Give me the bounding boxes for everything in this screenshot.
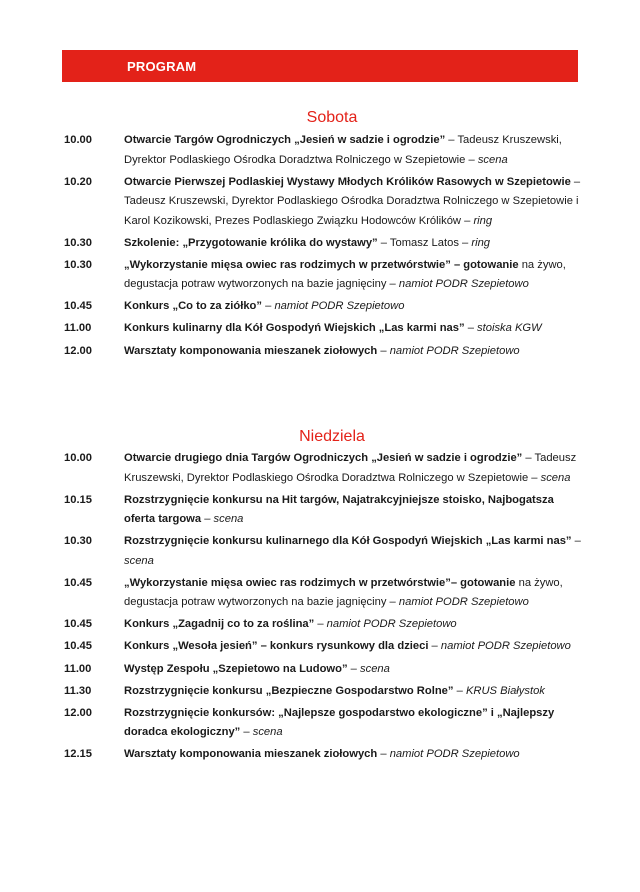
- event-details: –: [262, 300, 275, 313]
- event-details: –: [428, 640, 441, 653]
- schedule-item: [0, 682, 640, 702]
- event-location: scena: [540, 471, 571, 484]
- event-location: scena: [252, 726, 283, 739]
- event-time: 10.00: [64, 452, 92, 464]
- schedule-item: [0, 256, 640, 295]
- event-details: – Tomasz Latos –: [377, 236, 472, 249]
- schedule-item: [0, 574, 640, 613]
- event-title: Konkurs „Wesoła jesień” – konkurs rysunkowy dla dzieci: [124, 640, 429, 653]
- event-description: [124, 256, 582, 295]
- event-time: 10.20: [64, 175, 92, 188]
- event-location: ring: [471, 236, 491, 249]
- event-description: [124, 745, 582, 765]
- event-time: 10.45: [64, 618, 92, 631]
- event-details: –: [314, 618, 327, 631]
- event-time: 10.45: [64, 300, 92, 313]
- event-title: Rozstrzygnięcie konkursu na Hit targów, Najatrakcyjniejsze stoisko, Najbogatsza oferta targowa: [124, 493, 554, 526]
- schedule-item: [0, 131, 640, 170]
- event-time: 10.30: [64, 236, 92, 249]
- event-time: 12.15: [64, 748, 92, 761]
- event-time: 12.00: [64, 706, 92, 719]
- schedule-item: [0, 745, 640, 765]
- event-description: [124, 682, 582, 702]
- day-heading-sobota: Sobota: [306, 109, 358, 126]
- event-location: namiot PODR Szepietowo: [274, 300, 405, 313]
- event-location: namiot PODR Szepietowo: [389, 748, 520, 761]
- schedule-list-sobota: [0, 131, 640, 364]
- schedule-item: [0, 234, 640, 254]
- event-location: ring: [473, 214, 493, 227]
- event-details: –: [377, 344, 390, 357]
- schedule-item: [0, 660, 640, 680]
- event-details: –: [464, 322, 478, 335]
- schedule-item: [0, 297, 640, 317]
- program-title: PROGRAM: [127, 59, 197, 74]
- event-description: [124, 532, 582, 571]
- schedule-item: [0, 615, 640, 635]
- event-location: scena: [213, 513, 244, 526]
- day-heading-niedziela: Niedziela: [299, 428, 365, 445]
- event-location: stoiska KGW: [477, 322, 542, 335]
- schedule-item: [0, 319, 640, 339]
- event-description: [124, 131, 582, 170]
- event-title: „Wykorzystanie mięsa owiec ras rodzimych w przetwórstwie” – gotowanie: [124, 258, 519, 271]
- event-time: 10.45: [64, 576, 92, 589]
- schedule-item: [0, 532, 640, 571]
- event-location: KRUS Białystok: [465, 684, 545, 697]
- schedule-item: [0, 449, 640, 488]
- event-description: [124, 319, 582, 339]
- event-details: –: [571, 535, 581, 548]
- event-description: [124, 574, 582, 613]
- event-location: scena: [124, 554, 154, 567]
- event-title: Warsztaty komponowania mieszanek ziołowych: [124, 748, 378, 761]
- schedule-item: [0, 637, 640, 657]
- event-title: Konkurs „Co to za ziółko”: [124, 300, 262, 313]
- event-details: – Tadeusz Kruszewski, Dyrektor Podlaskiego Ośrodka Doradztwa Rolniczego w Szepietowie –: [124, 452, 577, 484]
- event-location: scena: [360, 662, 390, 675]
- event-time: 10.30: [64, 535, 92, 548]
- schedule-item: [0, 491, 640, 530]
- event-title: Rozstrzygnięcie konkursu kulinarnego dla Kół Gospodyń Wiejskich „Las karmi nas”: [124, 535, 572, 548]
- event-details: na żywo, degustacja potraw wytworzonych na bazie jagnięciny –: [124, 258, 566, 291]
- schedule-item: [0, 704, 640, 743]
- schedule-item: [0, 342, 640, 362]
- event-title: „Wykorzystanie mięsa owiec ras rodzimych w przetwórstwie”– gotowanie: [124, 576, 516, 589]
- schedule-list-niedziela: [0, 449, 640, 767]
- event-description: [124, 637, 582, 657]
- event-time: 11.00: [64, 662, 92, 675]
- event-location: namiot PODR Szepietowo: [440, 640, 571, 653]
- event-description: [124, 491, 582, 530]
- event-description: [124, 704, 582, 743]
- event-title: Szkolenie: „Przygotowanie królika do wystawy”: [124, 236, 378, 249]
- event-location: namiot PODR Szepietowo: [389, 344, 520, 357]
- event-description: [124, 660, 582, 680]
- event-details: –: [453, 684, 466, 697]
- event-details: –: [347, 662, 361, 675]
- event-description: [124, 615, 582, 635]
- event-description: [124, 234, 582, 254]
- event-details: –: [240, 726, 253, 739]
- event-location: scena: [477, 153, 508, 166]
- event-time: 10.30: [64, 258, 92, 271]
- event-title: Warsztaty komponowania mieszanek ziołowych: [124, 344, 378, 357]
- event-time: 11.00: [64, 322, 92, 335]
- event-details: – Tadeusz Kruszewski, Dyrektor Podlaskiego Ośrodka Doradztwa Rolniczego w Szepietowie i Karol Kozikowski, Prezes Podlaskiego Związku Hodowców Królików –: [124, 175, 581, 227]
- event-details: –: [201, 513, 214, 526]
- event-time: 12.00: [64, 344, 92, 357]
- event-title: Konkurs kulinarny dla Kół Gospodyń Wiejskich „Las karmi nas”: [124, 322, 465, 335]
- event-title: Otwarcie drugiego dnia Targów Ogrodniczych „Jesień w sadzie i ogrodzie”: [124, 452, 523, 464]
- event-title: Otwarcie Targów Ogrodniczych „Jesień w sadzie i ogrodzie”: [124, 134, 446, 146]
- event-location: namiot PODR Szepietowo: [326, 618, 457, 631]
- event-title: Konkurs „Zagadnij co to za roślina”: [124, 618, 315, 631]
- event-time: 10.00: [64, 134, 92, 146]
- event-location: namiot PODR Szepietowo: [398, 278, 529, 291]
- program-header-banner: [62, 50, 578, 82]
- event-time: 10.15: [64, 493, 92, 506]
- event-details: na żywo, degustacja potraw wytworzonych na bazie jagnięciny –: [124, 576, 563, 609]
- event-title: Otwarcie Pierwszej Podlaskiej Wystawy Młodych Królików Rasowych w Szepietowie: [124, 175, 571, 188]
- event-title: Występ Zespołu „Szepietowo na Ludowo”: [124, 662, 348, 675]
- event-description: [124, 173, 582, 232]
- event-details: –: [377, 748, 390, 761]
- event-time: 11.30: [64, 684, 92, 697]
- event-time: 10.45: [64, 640, 92, 653]
- event-title: Rozstrzygnięcie konkursów: „Najlepsze gospodarstwo ekologiczne” i „Najlepszy doradca ekologiczny”: [124, 706, 555, 739]
- event-description: [124, 297, 582, 317]
- schedule-item: [0, 173, 640, 232]
- event-description: [124, 449, 582, 488]
- event-title: Rozstrzygnięcie konkursu „Bezpieczne Gospodarstwo Rolne”: [124, 684, 454, 697]
- event-details: – Tadeusz Kruszewski, Dyrektor Podlaskiego Ośrodka Doradztwa Rolniczego w Szepietowie –: [124, 134, 562, 166]
- event-description: [124, 342, 582, 362]
- event-location: namiot PODR Szepietowo: [398, 596, 529, 609]
